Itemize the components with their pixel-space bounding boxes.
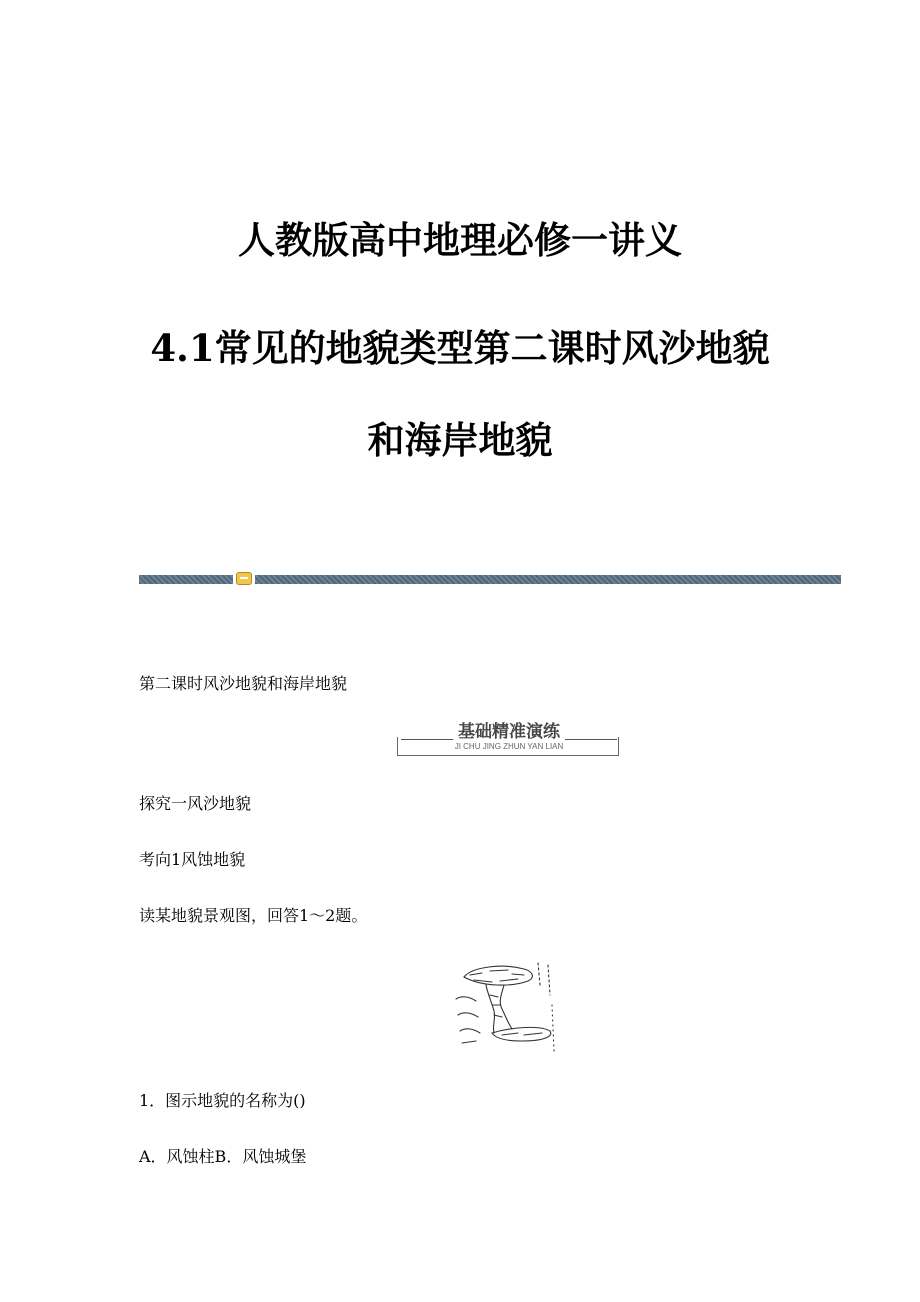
section-divider [139, 575, 841, 584]
mushroom-rock-sketch [452, 955, 560, 1055]
inquiry-heading: 探究一风沙地貌 [139, 794, 252, 813]
document-title-line1: 人教版高中地理必修一讲义 [238, 218, 682, 262]
question-1-options: A．风蚀柱B．风蚀城堡 [139, 1147, 307, 1166]
practice-banner [397, 720, 621, 758]
banner-title: 基础精准演练 [458, 722, 560, 742]
document-title-line3: 和海岸地貌 [367, 418, 553, 462]
lesson-subtitle: 第二课时风沙地貌和海岸地貌 [139, 674, 348, 693]
mail-badge-icon [236, 572, 252, 585]
divider-left-bar [139, 575, 233, 584]
direction-heading: 考向1风蚀地貌 [139, 850, 246, 869]
document-title-line2: 4.1常见的地貌类型第二课时风沙地貌 [150, 326, 770, 370]
question-1: 1．图示地貌的名称为() [139, 1091, 306, 1110]
question-instruction: 读某地貌景观图，回答1～2题。 [139, 906, 368, 925]
banner-pinyin: JI CHU JING ZHUN YAN LIAN [454, 742, 564, 751]
divider-right-bar [255, 575, 841, 584]
